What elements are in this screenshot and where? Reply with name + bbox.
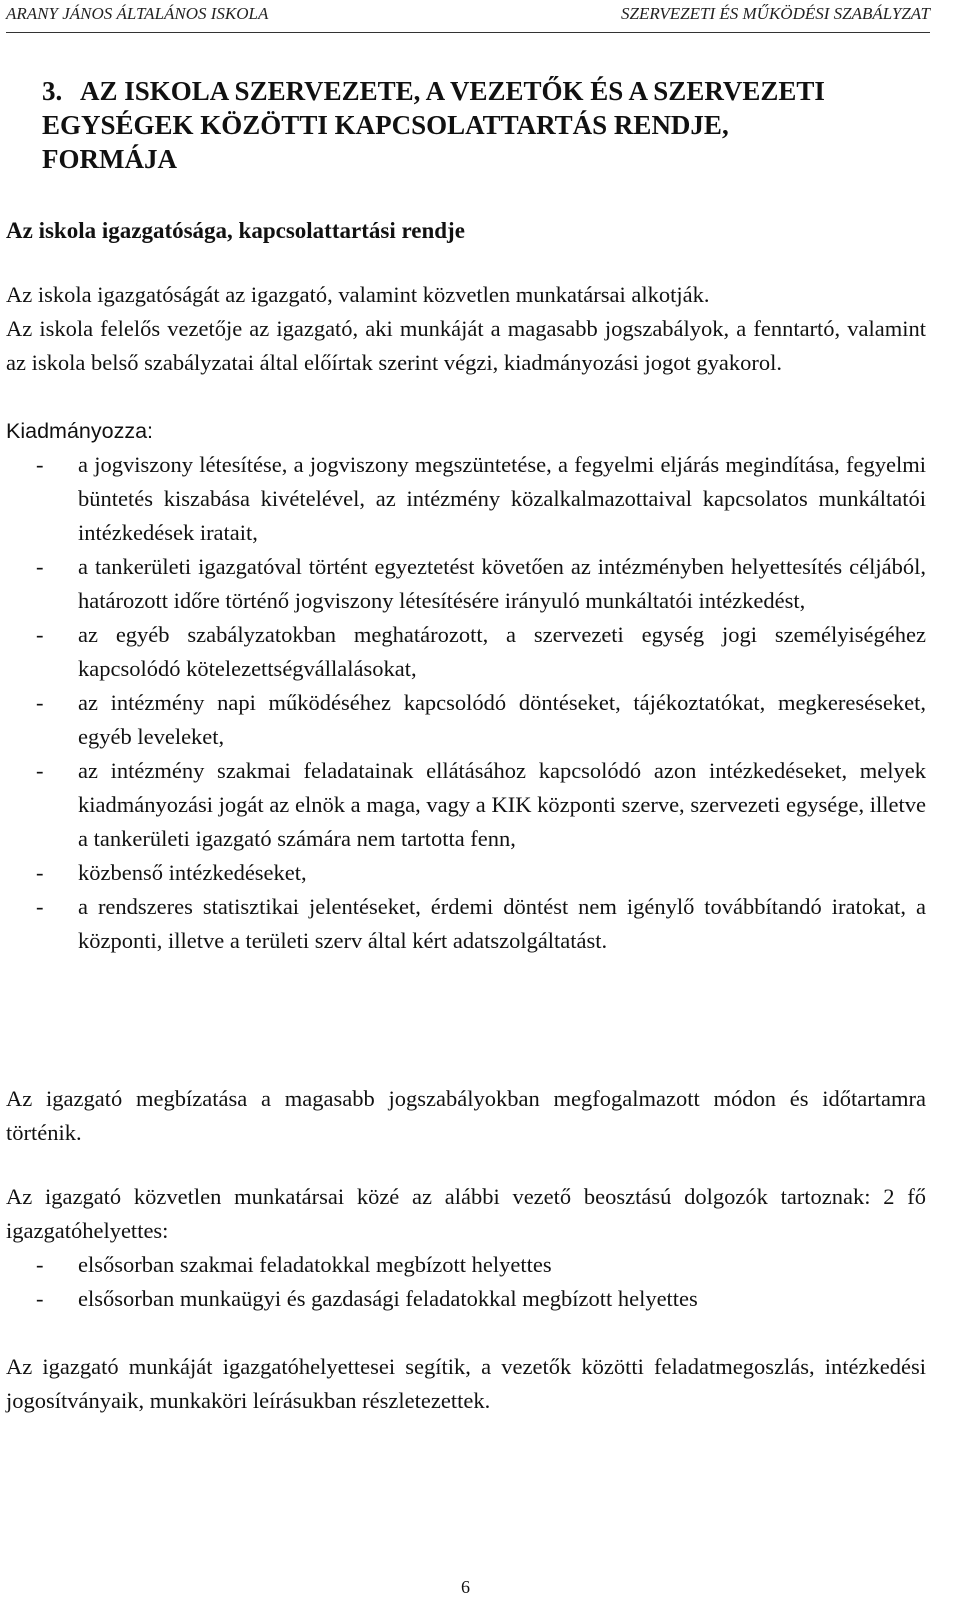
list-item: - a tankerületi igazgatóval történt egyeztetést követően az intézményben helyettesítés céljából, határozott időre történő jogviszony létesítésére irányuló munkáltatói intézkedést,: [6, 550, 926, 618]
list-item: - az intézmény napi működéséhez kapcsolódó döntéseket, tájékoztatókat, megkereséseket, egyéb leveleket,: [6, 686, 926, 754]
paragraph-leadership: Az iskola igazgatóságát az igazgató, valamint közvetlen munkatársai alkotják.: [6, 282, 710, 307]
paragraph-principal: Az iskola felelős vezetője az igazgató, aki munkáját a magasabb jogszabályok, a fenntartó, valamint az iskola belső szabályzatai által előírtak szerint végzi, kiadmányozási jogot gyakorol.: [6, 316, 926, 375]
list-item: - elsősorban szakmai feladatokkal megbízott helyettes: [6, 1248, 926, 1282]
list-item: - az intézmény szakmai feladatainak ellátásához kapcsolódó azon intézkedéseket, melyek kiadmányozási jogát az elnök a maga, vagy a KIK központi szerve, szervezeti egysége, illetve a tankerületi igazgató számára nem tartotta fenn,: [6, 754, 926, 856]
list-item: - a rendszeres statisztikai jelentéseket, érdemi döntést nem igénylő továbbítandó iratokat, a központi, illetve a területi szerv által kért adatszolgáltatást.: [6, 890, 926, 958]
section-number: 3.: [42, 76, 63, 106]
header-document-title: SZERVEZETI ÉS MŰKÖDÉSI SZABÁLYZAT: [621, 4, 930, 23]
deputies-list: [6, 1248, 926, 1316]
paragraph-deputies-intro: Az igazgató közvetlen munkatársai közé az alábbi vezető beosztású dolgozók tartoznak: 2 fő igazgatóhelyettes:: [6, 1184, 926, 1243]
subheading: Az iskola igazgatósága, kapcsolattartási rendje: [6, 218, 465, 243]
section-title-line-2: EGYSÉGEK KÖZÖTTI KAPCSOLATTARTÁS RENDJE,: [42, 110, 729, 140]
list-item: - elsősorban munkaügyi és gazdasági feladatokkal megbízott helyettes: [6, 1282, 926, 1316]
section-title-line-1: AZ ISKOLA SZERVEZETE, A VEZETŐK ÉS A SZERVEZETI: [80, 76, 825, 106]
page-number: 6: [461, 1577, 470, 1597]
section-heading: [42, 74, 922, 176]
header-divider: [6, 32, 930, 33]
signing-list: [6, 448, 926, 958]
list-item: - a jogviszony létesítése, a jogviszony megszüntetése, a fegyelmi eljárás megindítása, fegyelmi büntetés kiszabása kivételével, az intézmény közalkalmazottaival kapcsolatos munkáltatói intézkedések iratait,: [6, 448, 926, 550]
list-item: - közbenső intézkedéseket,: [6, 856, 926, 890]
header-school-name: ARANY JÁNOS ÁLTALÁNOS ISKOLA: [6, 4, 269, 23]
paragraph-appointment: Az igazgató megbízatása a magasabb jogszabályokban megfogalmazott módon és időtartamra történik.: [6, 1086, 926, 1145]
signing-label: Kiadmányozza:: [6, 419, 153, 443]
paragraph-responsibilities: Az igazgató munkáját igazgatóhelyettesei segítik, a vezetők közötti feladatmegoszlás, intézkedési jogosítványaik, munkaköri leírásukban részletezettek.: [6, 1354, 926, 1413]
section-title-line-3: FORMÁJA: [42, 144, 177, 174]
list-item: - az egyéb szabályzatokban meghatározott, a szervezeti egység jogi személyiségéhez kapcsolódó kötelezettségvállalásokat,: [6, 618, 926, 686]
